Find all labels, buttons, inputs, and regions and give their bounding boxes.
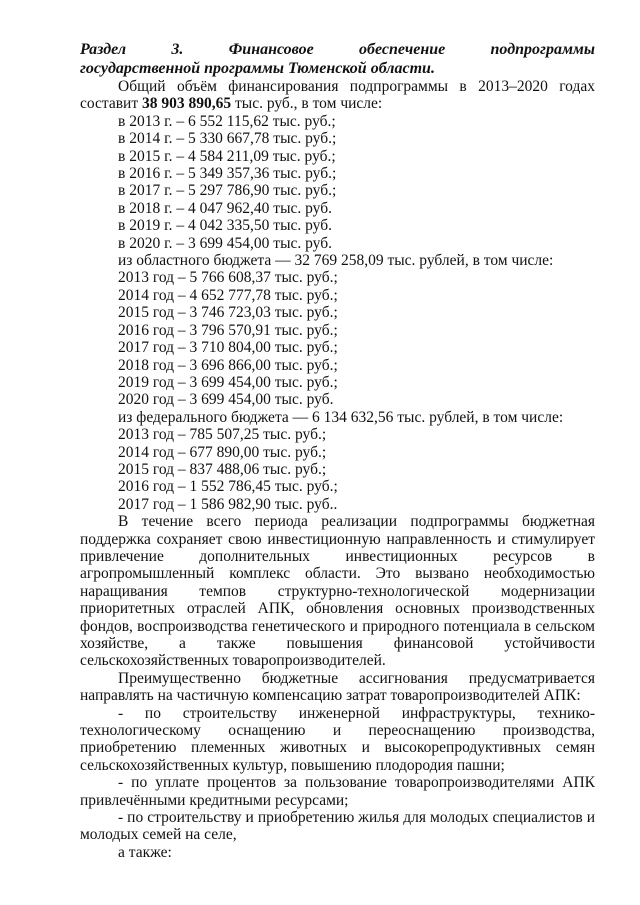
list-item: в 2013 г. – 6 552 115,62 тыс. руб.;	[118, 112, 336, 130]
heading-word: Раздел	[80, 41, 127, 58]
document-page	[80, 40, 595, 861]
list-item: в 2016 г. – 5 349 357,36 тыс. руб.;	[118, 165, 337, 183]
total-suffix: тыс. руб., в том числе:	[231, 95, 383, 113]
regional-budget-section	[80, 252, 595, 409]
total-financing	[80, 78, 595, 113]
list-item: 2014 год – 677 890,00 тыс. руб.;	[118, 443, 327, 461]
list-item: - по строительству инженерной инфраструктуры, технико-технологическому оснащению и переоснащению производства, приобретению племенных животных и высокорепродуктивных семян сельскохозяйственных культур, повышению плодородия пашни;	[80, 704, 595, 774]
federal-budget-header: из федерального бюджета — 6 134 632,56 тыс. рублей, в том числе:	[118, 408, 564, 426]
heading-word: подпрограммы	[490, 41, 595, 58]
list-item: в 2015 г. – 4 584 211,09 тыс. руб.;	[118, 147, 336, 165]
regional-budget-header: из областного бюджета — 32 769 258,09 тыс. рублей, в том числе:	[118, 252, 554, 270]
list-item: 2014 год – 4 652 777,78 тыс. руб.;	[118, 286, 338, 304]
total-prefix: составит	[80, 95, 142, 113]
list-item: 2016 год – 3 796 570,91 тыс. руб.;	[118, 321, 338, 339]
section-heading	[80, 40, 595, 78]
list-item: в 2020 г. – 3 699 454,00 тыс. руб.	[118, 234, 332, 252]
list-item: 2019 год – 3 699 454,00 тыс. руб.;	[118, 373, 338, 391]
heading-line-2: государственной программы Тюменской области.	[80, 60, 435, 77]
list-item: 2016 год – 1 552 786,45 тыс. руб.;	[118, 478, 338, 496]
list-item: 2017 год – 3 710 804,00 тыс. руб.;	[118, 339, 338, 357]
total-line-1: Общий объём финансирования подпрограммы в 2013–2020 годах	[118, 78, 595, 95]
closing-text: а также:	[118, 843, 172, 861]
federal-budget-section	[80, 409, 595, 513]
financing-by-year-list	[80, 113, 595, 252]
list-item: 2013 год – 785 507,25 тыс. руб.;	[118, 426, 327, 444]
list-item: 2018 год – 3 696 866,00 тыс. руб.;	[118, 356, 338, 374]
list-item: в 2019 г. – 4 042 335,50 тыс. руб.	[118, 217, 332, 235]
list-item: 2020 год – 3 699 454,00 тыс. руб.	[118, 391, 334, 409]
list-item: 2017 год – 1 586 982,90 тыс. руб..	[118, 495, 338, 513]
heading-word: Финансовое	[228, 41, 314, 58]
paragraph-allocations: Преимущественно бюджетные ассигнования предусматривается направлять на частичную компенсацию затрат товаропроизводителей АПК:	[80, 669, 595, 705]
list-item: 2013 год – 5 766 608,37 тыс. руб.;	[118, 269, 338, 287]
list-item: - по уплате процентов за пользование товаропроизводителями АПК привлечёнными кредитными ресурсами;	[80, 774, 595, 809]
heading-line-1	[80, 40, 595, 59]
list-item: 2015 год – 3 746 723,03 тыс. руб.;	[118, 304, 338, 322]
total-line-2	[80, 95, 595, 112]
list-item: 2015 год – 837 488,06 тыс. руб.;	[118, 460, 327, 478]
paragraph-investment: В течение всего периода реализации подпрограммы бюджетная поддержка сохраняет свою инвестиционную направленность и стимулирует привлечение дополнительных инвестиционных ресурсов в агропромышленный комплекс области. Это вызвано необходимостью наращивания темпов структурно-технологической модернизации приоритетных отраслей АПК, обновления основных производственных фондов, воспроизводства генетического и природного потенциала в сельском хозяйстве, а также повышения финансовой устойчивости сельскохозяйственных товаропроизводителей.	[80, 513, 595, 670]
heading-word: обеспечение	[359, 41, 446, 58]
list-item: в 2014 г. – 5 330 667,78 тыс. руб.;	[118, 130, 337, 148]
total-amount: 38 903 890,65	[142, 95, 232, 113]
compensation-bullet-list	[80, 705, 595, 844]
list-item: - по строительству и приобретению жилья для молодых специалистов и молодых семей на селе,	[80, 809, 595, 844]
heading-word: 3.	[171, 41, 184, 58]
list-item: в 2017 г. – 5 297 786,90 тыс. руб.;	[118, 182, 337, 200]
list-item: в 2018 г. – 4 047 962,40 тыс. руб.	[118, 199, 332, 217]
